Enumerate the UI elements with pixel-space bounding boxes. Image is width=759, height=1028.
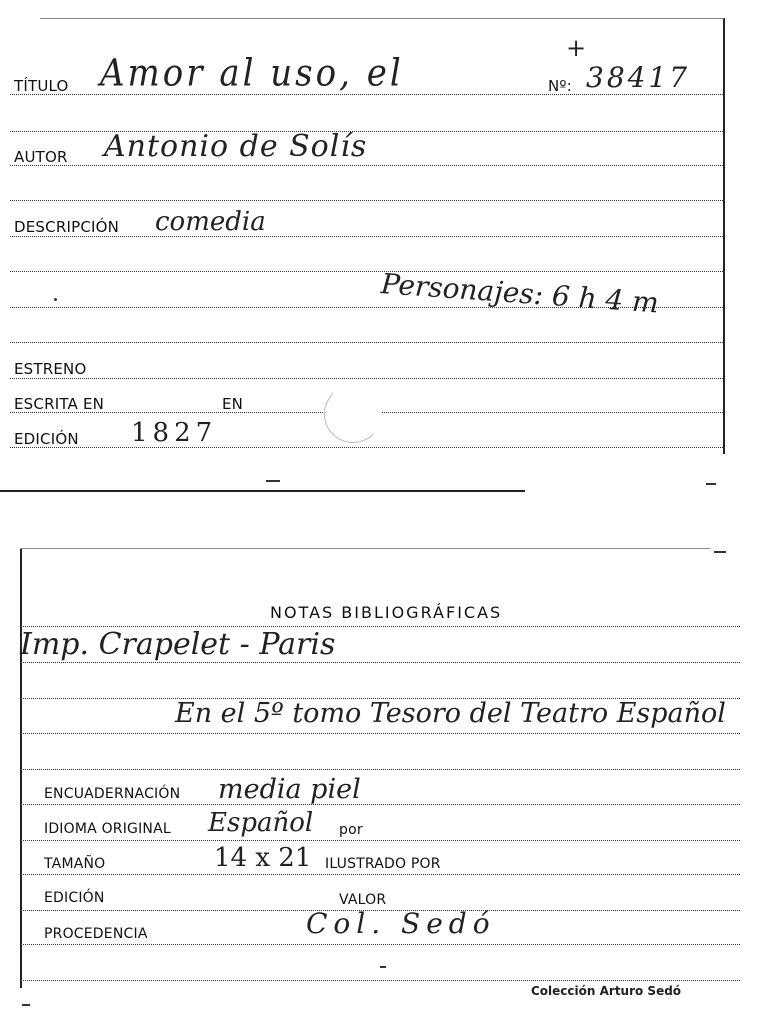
- rule: [10, 165, 725, 166]
- rule: [20, 662, 740, 663]
- descripcion-label: DESCRIPCIÓN: [14, 218, 120, 236]
- tamano-value: 14 x 21: [214, 843, 312, 873]
- rule: [10, 200, 725, 201]
- numero-label: Nº:: [548, 77, 572, 95]
- procedencia-label: PROCEDENCIA: [44, 926, 148, 942]
- rule: [20, 874, 740, 875]
- note-line-2: En el 5º tomo Tesoro del Teatro Español: [175, 698, 726, 729]
- titulo-value: Amor al uso, el: [100, 51, 404, 96]
- autor-value: Antonio de Solís: [104, 129, 368, 164]
- speck: [54, 298, 57, 301]
- edicion2-label: EDICIÓN: [44, 890, 105, 906]
- rule: [10, 342, 725, 343]
- tamano-label: TAMAÑO: [44, 856, 106, 872]
- autor-label: AUTOR: [14, 148, 68, 166]
- rule: [20, 980, 740, 981]
- encuadernacion-label: ENCUADERNACIÓN: [44, 786, 181, 802]
- rule: [20, 769, 740, 770]
- ilustrado-label: ILUSTRADO POR: [325, 856, 441, 872]
- card-top-edge: [40, 18, 724, 19]
- numero-mark: +: [566, 34, 587, 62]
- collection-credit: Colección Arturo Sedó: [531, 984, 682, 998]
- card-top-edge: [20, 548, 710, 549]
- speck: [266, 480, 280, 482]
- estreno-label: ESTRENO: [14, 360, 87, 378]
- note-line-1: Imp. Crapelet - Paris: [20, 627, 336, 662]
- rule: [10, 236, 725, 237]
- rule: [20, 840, 740, 841]
- descripcion-value: comedia: [155, 207, 266, 237]
- notas-title: NOTAS BIBLIOGRÁFICAS: [270, 603, 503, 622]
- rule: [10, 378, 725, 379]
- rule: [10, 447, 725, 448]
- speck: [706, 483, 716, 485]
- en-label: EN: [222, 395, 244, 413]
- valor-label: VALOR: [339, 892, 387, 908]
- edicion-value: 1827: [131, 418, 218, 448]
- procedencia-value: Col. Sedó: [306, 907, 496, 940]
- punch-hole: [324, 385, 382, 443]
- card-left-edge: [20, 548, 22, 988]
- speck: [714, 551, 726, 553]
- speck: [22, 1004, 30, 1006]
- personajes-value: Personajes: 6 h 4 m: [379, 267, 660, 320]
- rule: [10, 271, 725, 272]
- encuadernacion-value: media piel: [218, 774, 361, 805]
- rule: [20, 944, 740, 945]
- titulo-label: TÍTULO: [14, 77, 69, 95]
- card-bottom-edge: [0, 490, 525, 492]
- escrita-en-label: ESCRITA EN: [14, 395, 105, 413]
- idioma-value: Español: [208, 808, 314, 838]
- numero-value: 38417: [586, 61, 691, 94]
- por-label: por: [339, 822, 363, 838]
- edicion-label: EDICIÓN: [14, 430, 79, 448]
- rule: [20, 804, 740, 805]
- rule: [20, 733, 740, 734]
- speck: [380, 966, 386, 968]
- idioma-label: IDIOMA ORIGINAL: [44, 821, 171, 837]
